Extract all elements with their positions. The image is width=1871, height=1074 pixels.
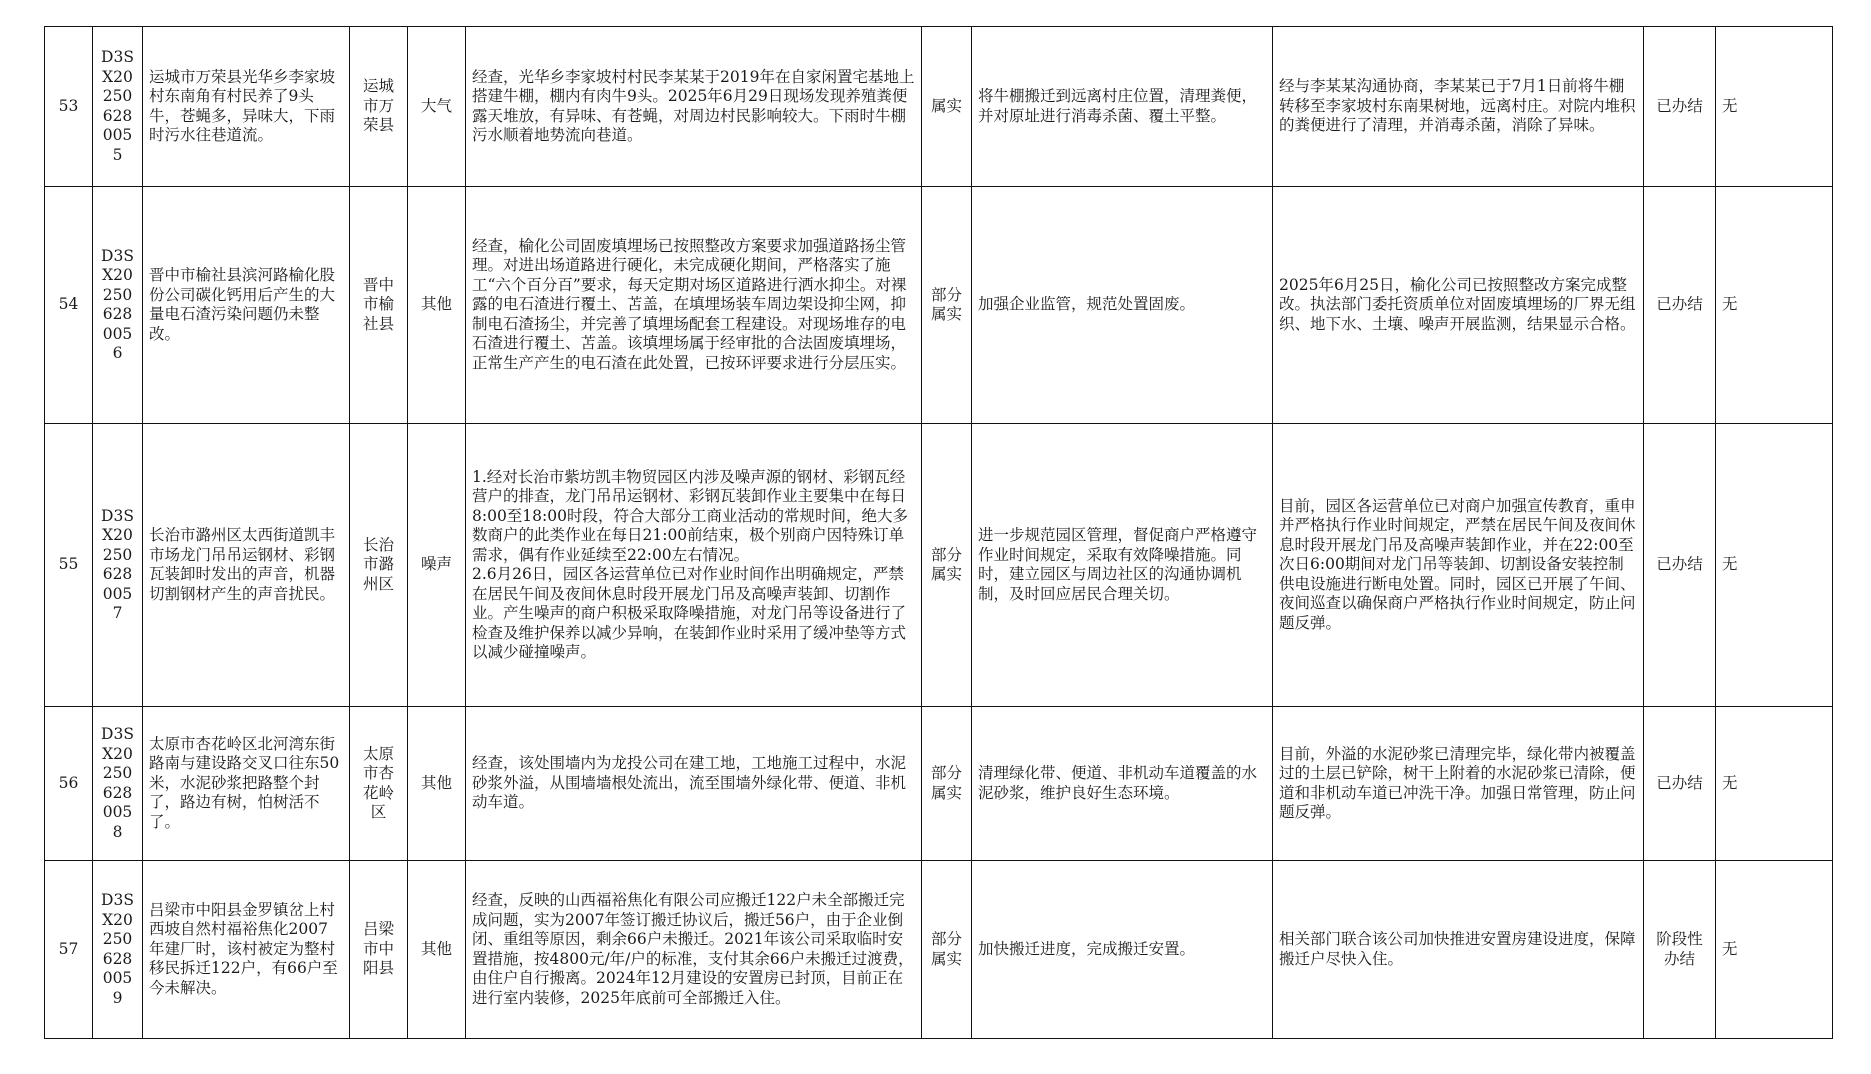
row-case-code: D3SX202506280055 <box>93 27 143 187</box>
row-case-code: D3SX202506280056 <box>93 187 143 424</box>
findings-paragraph: 经查，光华乡李家坡村村民李某某于2019年在自家闲置宅基地上搭建牛棚，棚内有肉牛9头。2025年6月29日现场发现养殖粪便露天堆放，有异味、有苍蝇，对周边村民影响较大。下雨时牛棚污水顺着地势流向巷道。 <box>472 67 915 144</box>
row-region: 长治市潞州区 <box>350 424 408 707</box>
row-verification: 部分属实 <box>922 861 972 1039</box>
findings-paragraph: 2.6月26日，园区各运营单位已对作业时间作出明确规定，严禁在居民午间及夜间休息时段开展龙门吊及高噪声装卸、切割作业。产生噪声的商户积极采取降噪措施，对龙门吊等设备进行了检查及维护保养以减少异响，在装卸作业时采用了缓冲垫等方式以减少碰撞噪声。 <box>472 565 907 661</box>
complaint-table <box>44 26 1833 1039</box>
row-case-code: D3SX202506280057 <box>93 424 143 707</box>
report-sheet <box>44 26 1832 1039</box>
table-row <box>45 424 1833 707</box>
row-findings <box>466 707 922 861</box>
row-result: 相关部门联合该公司加快推进安置房建设进度，保障搬迁户尽快入住。 <box>1273 861 1644 1039</box>
table-row <box>45 187 1833 424</box>
row-seq: 53 <box>45 27 93 187</box>
row-status: 已办结 <box>1644 187 1716 424</box>
row-accountability: 无 <box>1716 27 1833 187</box>
row-verification: 部分属实 <box>922 707 972 861</box>
findings-paragraph: 经查，该处围墙内为龙投公司在建工地，工地施工过程中，水泥砂浆外溢，从围墙墙根处流出，流至围墙外绿化带、便道、非机动车道。 <box>472 754 907 812</box>
row-status: 阶段性办结 <box>1644 861 1716 1039</box>
row-findings <box>466 424 922 707</box>
row-case-code: D3SX202506280058 <box>93 707 143 861</box>
row-complaint: 运城市万荣县光华乡李家坡村东南角有村民养了9头牛，苍蝇多，异味大，下雨时污水往巷道流。 <box>143 27 350 187</box>
row-case-code: D3SX202506280059 <box>93 861 143 1039</box>
row-accountability: 无 <box>1716 707 1833 861</box>
row-verification: 部分属实 <box>922 187 972 424</box>
row-result: 目前，外溢的水泥砂浆已清理完毕，绿化带内被覆盖过的土层已铲除，树干上附着的水泥砂浆已清除，便道和非机动车道已冲洗干净。加强日常管理，防止问题反弹。 <box>1273 707 1644 861</box>
row-pollution-type: 其他 <box>408 861 466 1039</box>
findings-paragraph: 经查，反映的山西福裕焦化有限公司应搬迁122户未全部搬迁完成问题，实为2007年签订搬迁协议后，搬迁56户，由于企业倒闭、重组等原因，剩余66户未搬迁。2021年该公司采取临时安置措施，按4800元/年/户的标准，支付其余66户未搬迁过渡费，由住户自行搬离。2024年12月建设的安置房已封顶，目前正在进行室内装修，2025年底前可全部搬迁入住。 <box>472 891 914 1007</box>
row-complaint: 晋中市榆社县滨河路榆化股份公司碳化钙用后产生的大量电石渣污染问题仍未整改。 <box>143 187 350 424</box>
findings-paragraph: 经查，榆化公司固废填埋场已按照整改方案要求加强道路扬尘管理。对进出场道路进行硬化，未完成硬化期间，严格落实了施工“六个百分百”要求，每天定期对场区道路进行洒水抑尘。对裸露的电石渣进行覆土、苫盖，在填埋场装车周边架设抑尘网，抑制电石渣扬尘，并完善了填埋场配套工程建设。对现场堆存的电石渣进行覆土、苫盖。该填埋场属于经审批的合法固废填埋场，正常生产产生的电石渣在此处置，已按环评要求进行分层压实。 <box>472 236 907 372</box>
row-result: 目前，园区各运营单位已对商户加强宣传教育，重申并严格执行作业时间规定，严禁在居民午间及夜间休息时段开展龙门吊及高噪声装卸作业，并在22:00至次日6:00期间对龙门吊等装卸、切割设备安装控制供电设施进行断电处置。同时，园区已开展了午间、夜间巡查以确保商户严格执行作业时间规定，防止问题反弹。 <box>1273 424 1644 707</box>
row-findings <box>466 187 922 424</box>
row-pollution-type: 其他 <box>408 187 466 424</box>
row-result: 经与李某某沟通协商，李某某已于7月1日前将牛棚转移至李家坡村东南果树地，远离村庄。对院内堆积的粪便进行了清理，并消毒杀菌，消除了异味。 <box>1273 27 1644 187</box>
findings-paragraph: 1.经对长治市紫坊凯丰物贸园区内涉及噪声源的钢材、彩钢瓦经营户的排查，龙门吊吊运钢材、彩钢瓦装卸作业主要集中在每日8:00至18:00时段，符合大部分工商业活动的常规时间，绝大多数商户的此类作业在每日21:00前结束，极个别商户因特殊订单需求，偶有作业延续至22:00左右情况。 <box>472 467 908 564</box>
row-measures: 进一步规范园区管理，督促商户严格遵守作业时间规定，采取有效降噪措施。同时，建立园区与周边社区的沟通协调机制，及时回应居民合理关切。 <box>972 424 1273 707</box>
row-complaint: 太原市杏花岭区北河湾东街路南与建设路交叉口往东50米，水泥砂浆把路整个封了，路边有树，怕树活不了。 <box>143 707 350 861</box>
row-accountability: 无 <box>1716 424 1833 707</box>
row-seq: 57 <box>45 861 93 1039</box>
row-region: 太原市杏花岭区 <box>350 707 408 861</box>
row-pollution-type: 噪声 <box>408 424 466 707</box>
row-status: 已办结 <box>1644 707 1716 861</box>
row-accountability: 无 <box>1716 861 1833 1039</box>
row-seq: 56 <box>45 707 93 861</box>
row-findings <box>466 861 922 1039</box>
row-verification: 部分属实 <box>922 424 972 707</box>
row-pollution-type: 其他 <box>408 707 466 861</box>
row-measures: 加快搬迁进度，完成搬迁安置。 <box>972 861 1273 1039</box>
table-row <box>45 861 1833 1039</box>
row-verification: 属实 <box>922 27 972 187</box>
row-complaint: 长治市潞州区太西街道凯丰市场龙门吊吊运钢材、彩钢瓦装卸时发出的声音，机器切割钢材产生的声音扰民。 <box>143 424 350 707</box>
row-status: 已办结 <box>1644 27 1716 187</box>
row-result: 2025年6月25日，榆化公司已按照整改方案完成整改。执法部门委托资质单位对固废填埋场的厂界无组织、地下水、土壤、噪声开展监测，结果显示合格。 <box>1273 187 1644 424</box>
table-row <box>45 27 1833 187</box>
row-seq: 54 <box>45 187 93 424</box>
table-row <box>45 707 1833 861</box>
row-complaint: 吕梁市中阳县金罗镇岔上村西坡自然村福裕焦化2007年建厂时，该村被定为整村移民拆迁122户，有66户至今未解决。 <box>143 861 350 1039</box>
table-body <box>45 27 1833 1039</box>
row-seq: 55 <box>45 424 93 707</box>
row-accountability: 无 <box>1716 187 1833 424</box>
row-region: 晋中市榆社县 <box>350 187 408 424</box>
row-region: 运城市万荣县 <box>350 27 408 187</box>
row-measures: 将牛棚搬迁到远离村庄位置，清理粪便，并对原址进行消毒杀菌、覆土平整。 <box>972 27 1273 187</box>
row-measures: 加强企业监管，规范处置固废。 <box>972 187 1273 424</box>
row-findings <box>466 27 922 187</box>
row-status: 已办结 <box>1644 424 1716 707</box>
row-measures: 清理绿化带、便道、非机动车道覆盖的水泥砂浆，维护良好生态环境。 <box>972 707 1273 861</box>
row-region: 吕梁市中阳县 <box>350 861 408 1039</box>
row-pollution-type: 大气 <box>408 27 466 187</box>
